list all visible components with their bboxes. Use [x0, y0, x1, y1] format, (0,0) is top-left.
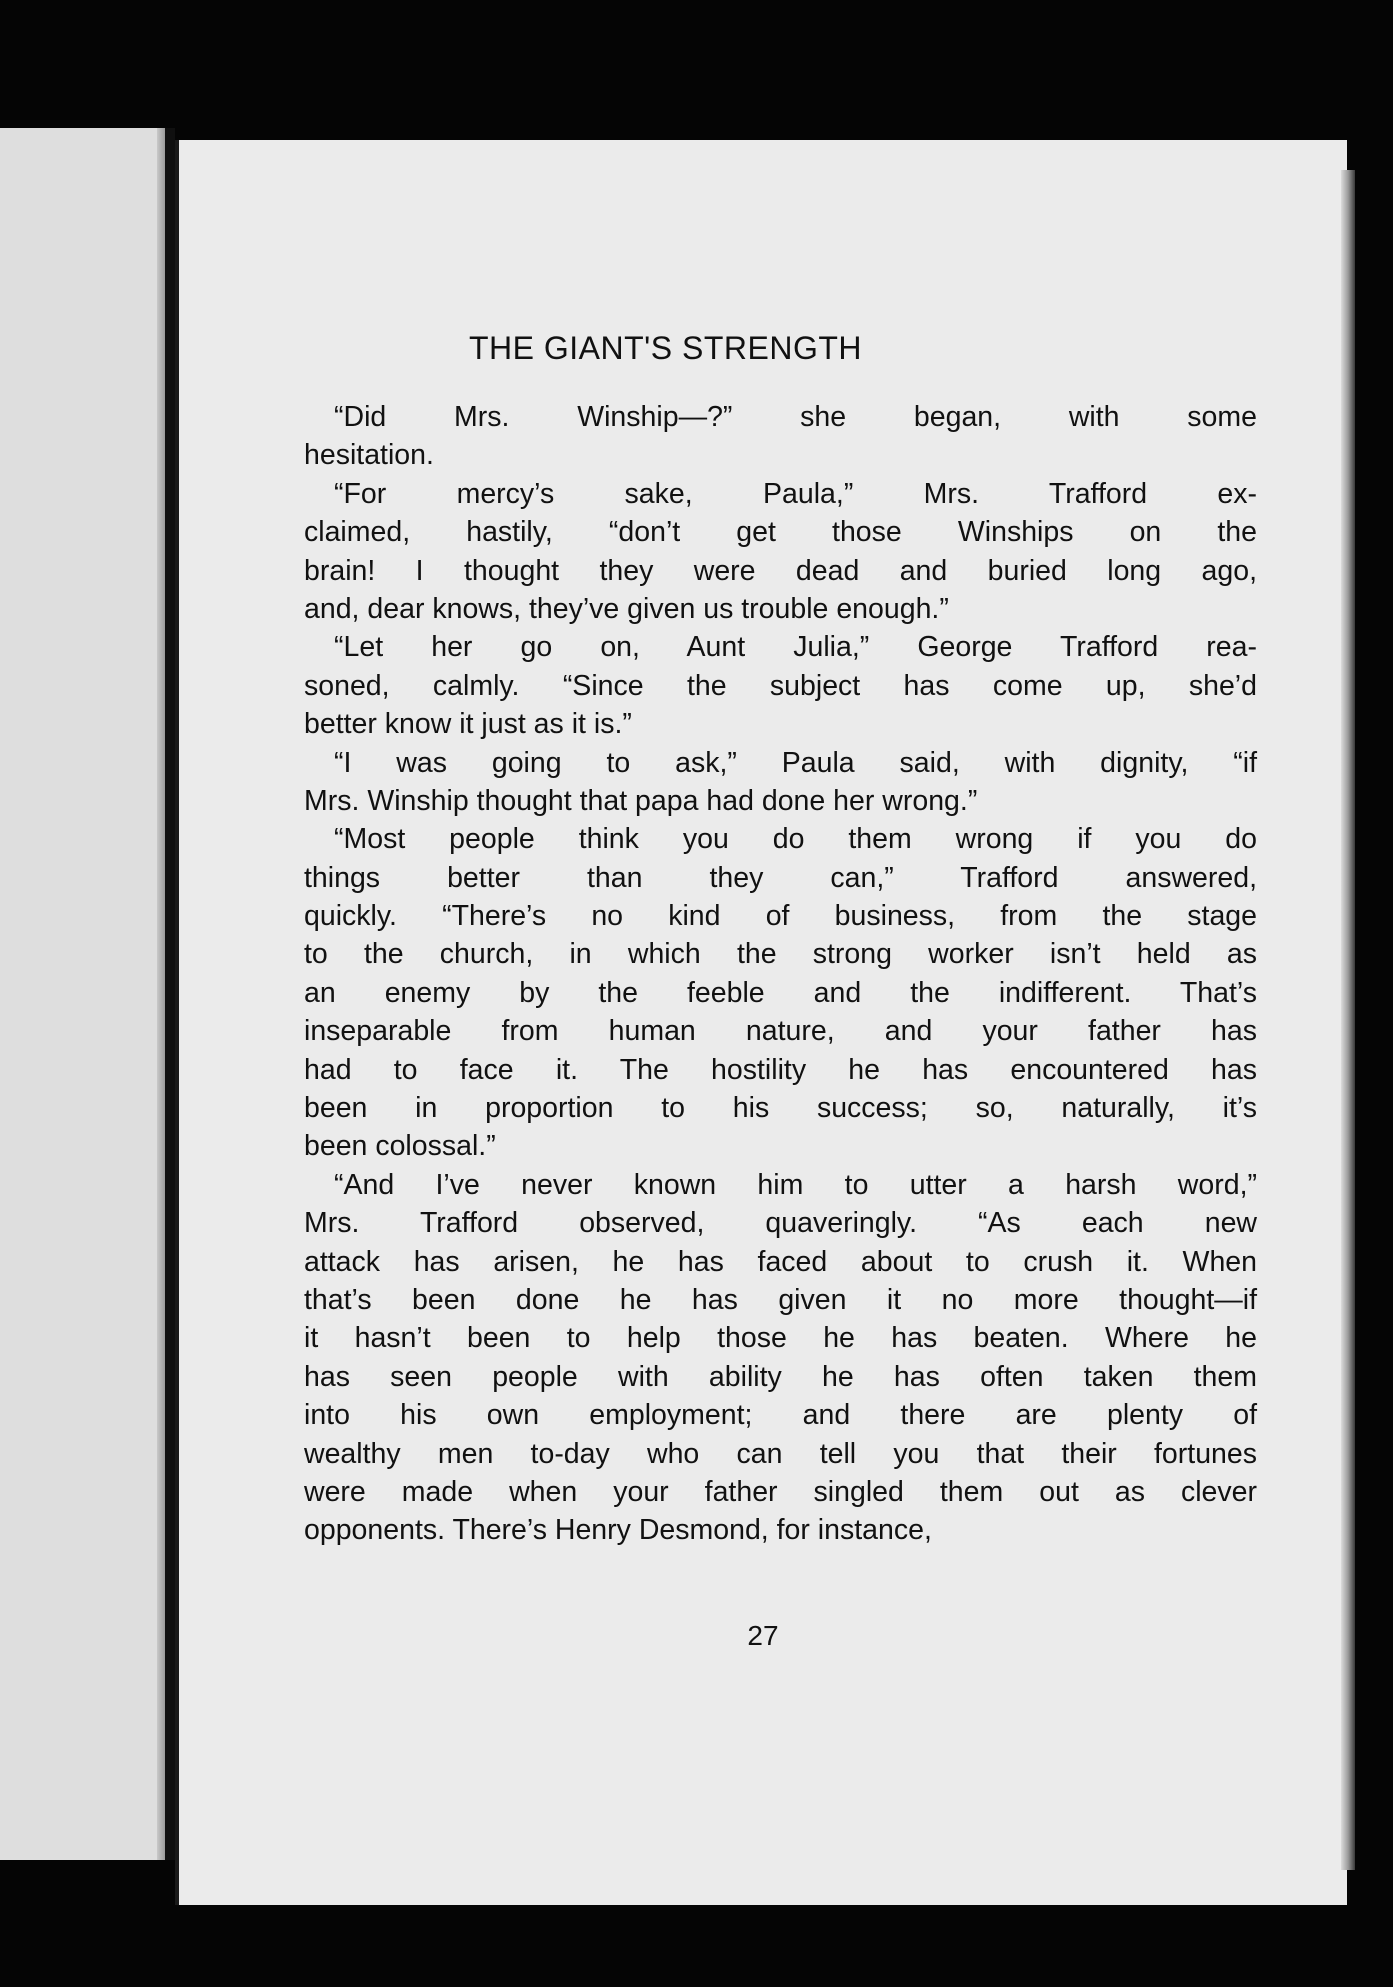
- text-line: been in proportion to his success; so, naturally, it’s: [304, 1092, 1257, 1125]
- text-line: claimed, hastily, “don’t get those Winships on the: [304, 516, 1257, 549]
- text-line: were made when your father singled them out as clever: [304, 1475, 1257, 1508]
- text-line: and, dear knows, they’ve given us trouble enough.”: [304, 592, 949, 625]
- text-line: soned, calmly. “Since the subject has come up, she’d: [304, 669, 1257, 702]
- right-page: [175, 140, 1347, 1905]
- text-line: quickly. “There’s no kind of business, from the stage: [304, 900, 1257, 933]
- text-line: attack has arisen, he has faced about to crush it. When: [304, 1245, 1257, 1278]
- left-page-shadow: [157, 128, 165, 1860]
- text-line: Mrs. Trafford observed, quaveringly. “As each new: [304, 1207, 1257, 1240]
- text-line: “I was going to ask,” Paula said, with dignity, “if: [334, 746, 1257, 779]
- text-line: had to face it. The hostility he has encountered has: [304, 1053, 1257, 1086]
- text-line: Mrs. Winship thought that papa had done her wrong.”: [304, 784, 978, 817]
- text-line: has seen people with ability he has often taken them: [304, 1360, 1257, 1393]
- left-page-edge: [0, 128, 165, 1860]
- text-line: into his own employment; and there are plenty of: [304, 1399, 1257, 1432]
- text-line: things better than they can,” Trafford answered,: [304, 861, 1257, 894]
- text-line: “Let her go on, Aunt Julia,” George Trafford rea-: [334, 631, 1257, 664]
- text-line: an enemy by the feeble and the indifferent. That’s: [304, 976, 1257, 1009]
- page-number: 27: [747, 1620, 779, 1651]
- book-gutter: [165, 128, 175, 1860]
- text-line: “Most people think you do them wrong if you do: [334, 823, 1257, 856]
- text-line: wealthy men to-day who can tell you that their fortunes: [304, 1437, 1257, 1470]
- text-line: hesitation.: [304, 439, 434, 472]
- text-line: “For mercy’s sake, Paula,” Mrs. Trafford ex-: [334, 477, 1257, 510]
- text-line: inseparable from human nature, and your father has: [304, 1015, 1257, 1048]
- text-line: brain! I thought they were dead and buried long ago,: [304, 554, 1257, 587]
- text-line: “Did Mrs. Winship—?” she began, with some: [334, 401, 1257, 433]
- text-line: that’s been done he has given it no more thought—if: [304, 1283, 1257, 1316]
- text-line: better know it just as it is.”: [304, 708, 632, 741]
- body-text: [304, 398, 1257, 1550]
- text-line: been colossal.”: [304, 1130, 496, 1163]
- text-line: “And I’ve never known him to utter a harsh word,”: [334, 1168, 1257, 1201]
- right-page-edge: [1341, 170, 1355, 1870]
- text-line: it hasn’t been to help those he has beaten. Where he: [304, 1322, 1257, 1355]
- text-line: opponents. There’s Henry Desmond, for instance,: [304, 1514, 932, 1547]
- text-line: to the church, in which the strong worker isn’t held as: [304, 938, 1257, 971]
- running-head: THE GIANT'S STRENGTH: [469, 330, 863, 366]
